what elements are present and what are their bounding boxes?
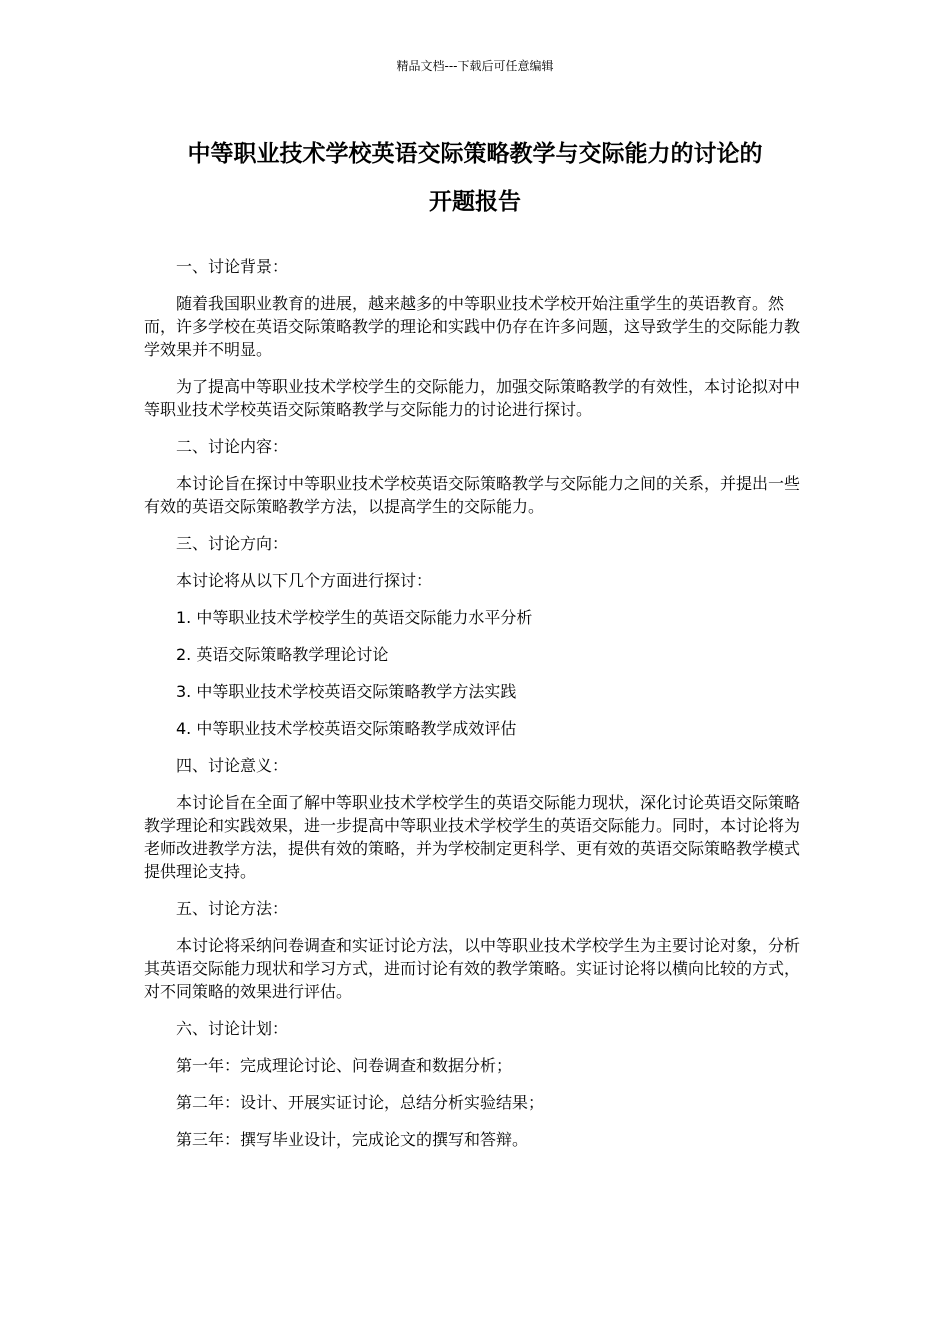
title-line-1: 中等职业技术学校英语交际策略教学与交际能力的讨论的	[187, 141, 763, 167]
paragraph: 本讨论旨在全面了解中等职业技术学校学生的英语交际能力现状，深化讨论英语交际策略教学理论和实践效果，进一步提高中等职业技术学校学生的英语交际能力。同时，本讨论将为老师改进教学方法，提供有效的策略，并为学校制定更科学、更有效的英语交际策略教学模式提供理论支持。	[144, 793, 801, 881]
section-heading-significance: 四、讨论意义：	[176, 756, 289, 775]
document-body	[144, 255, 806, 1165]
list-item: 3. 中等职业技术学校英语交际策略教学方法实践	[176, 682, 517, 701]
document-title	[140, 130, 810, 226]
paragraph: 本讨论将采纳问卷调查和实证讨论方法，以中等职业技术学校学生为主要讨论对象，分析其英语交际能力现状和学习方式，进而讨论有效的教学策略。实证讨论将以横向比较的方式，对不同策略的效果进行评估。	[144, 936, 801, 1001]
plan-item: 第一年：完成理论讨论、问卷调查和数据分析；	[176, 1056, 513, 1075]
paragraph: 随着我国职业教育的进展，越来越多的中等职业技术学校开始注重学生的英语教育。然而，许多学校在英语交际策略教学的理论和实践中仍存在许多问题，这导致学生的交际能力教学效果并不明显。	[144, 294, 801, 359]
section-heading-content: 二、讨论内容：	[176, 437, 289, 456]
page-header: 精品文档---下载后可任意编辑	[396, 59, 554, 73]
plan-item: 第二年：设计、开展实证讨论，总结分析实验结果；	[176, 1093, 545, 1112]
direction-intro: 本讨论将从以下几个方面进行探讨：	[176, 571, 433, 590]
section-heading-direction: 三、讨论方向：	[176, 534, 289, 553]
paragraph: 为了提高中等职业技术学校学生的交际能力，加强交际策略教学的有效性，本讨论拟对中等职业技术学校英语交际策略教学与交际能力的讨论进行探讨。	[144, 377, 801, 419]
list-item: 1. 中等职业技术学校学生的英语交际能力水平分析	[176, 608, 533, 627]
section-heading-background: 一、讨论背景：	[176, 257, 289, 276]
title-line-2: 开题报告	[429, 189, 521, 215]
plan-item: 第三年：撰写毕业设计，完成论文的撰写和答辩。	[176, 1130, 529, 1149]
section-heading-method: 五、讨论方法：	[176, 899, 289, 918]
list-item: 4. 中等职业技术学校英语交际策略教学成效评估	[176, 719, 517, 738]
section-heading-plan: 六、讨论计划：	[176, 1019, 289, 1038]
paragraph: 本讨论旨在探讨中等职业技术学校英语交际策略教学与交际能力之间的关系，并提出一些有效的英语交际策略教学方法，以提高学生的交际能力。	[144, 474, 801, 516]
list-item: 2. 英语交际策略教学理论讨论	[176, 645, 389, 664]
